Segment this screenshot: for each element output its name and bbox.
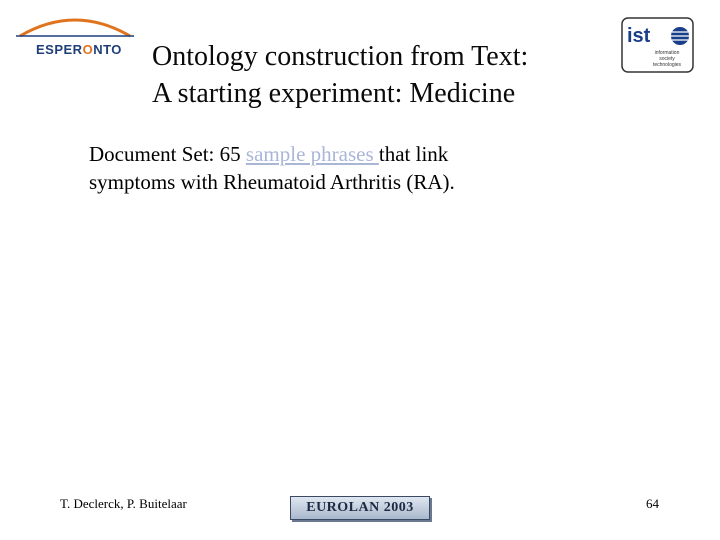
- ist-wordmark: ist: [627, 25, 651, 47]
- slide-body: [89, 141, 649, 197]
- eurolan-badge: EUROLAN 2003: [290, 496, 430, 520]
- esperonto-wordmark: ESPERONTO: [36, 42, 122, 57]
- body-line-1: [89, 141, 649, 169]
- slide-title-line-2: A starting experiment: Medicine: [152, 78, 516, 110]
- ist-logo: [621, 16, 695, 74]
- page-number: 64: [646, 496, 659, 511]
- footer-authors: T. Declerck, P. Buitelaar: [60, 496, 187, 511]
- slide-title-line-1: Ontology construction from Text:: [152, 41, 529, 72]
- ist-tagline-3: technologies: [652, 62, 682, 68]
- body-prefix: Document Set: 65: [89, 142, 246, 166]
- ist-tagline-2: society: [659, 56, 675, 62]
- body-line-2: symptoms with Rheumatoid Arthritis (RA).: [89, 169, 455, 194]
- sample-phrases-link[interactable]: sample phrases: [245, 142, 379, 166]
- ist-emblem-icon: [621, 16, 695, 74]
- ist-tagline-1: information: [654, 50, 680, 56]
- body-suffix: that link: [378, 142, 449, 166]
- slide-title: [152, 38, 612, 112]
- esperonto-logo: [14, 14, 136, 72]
